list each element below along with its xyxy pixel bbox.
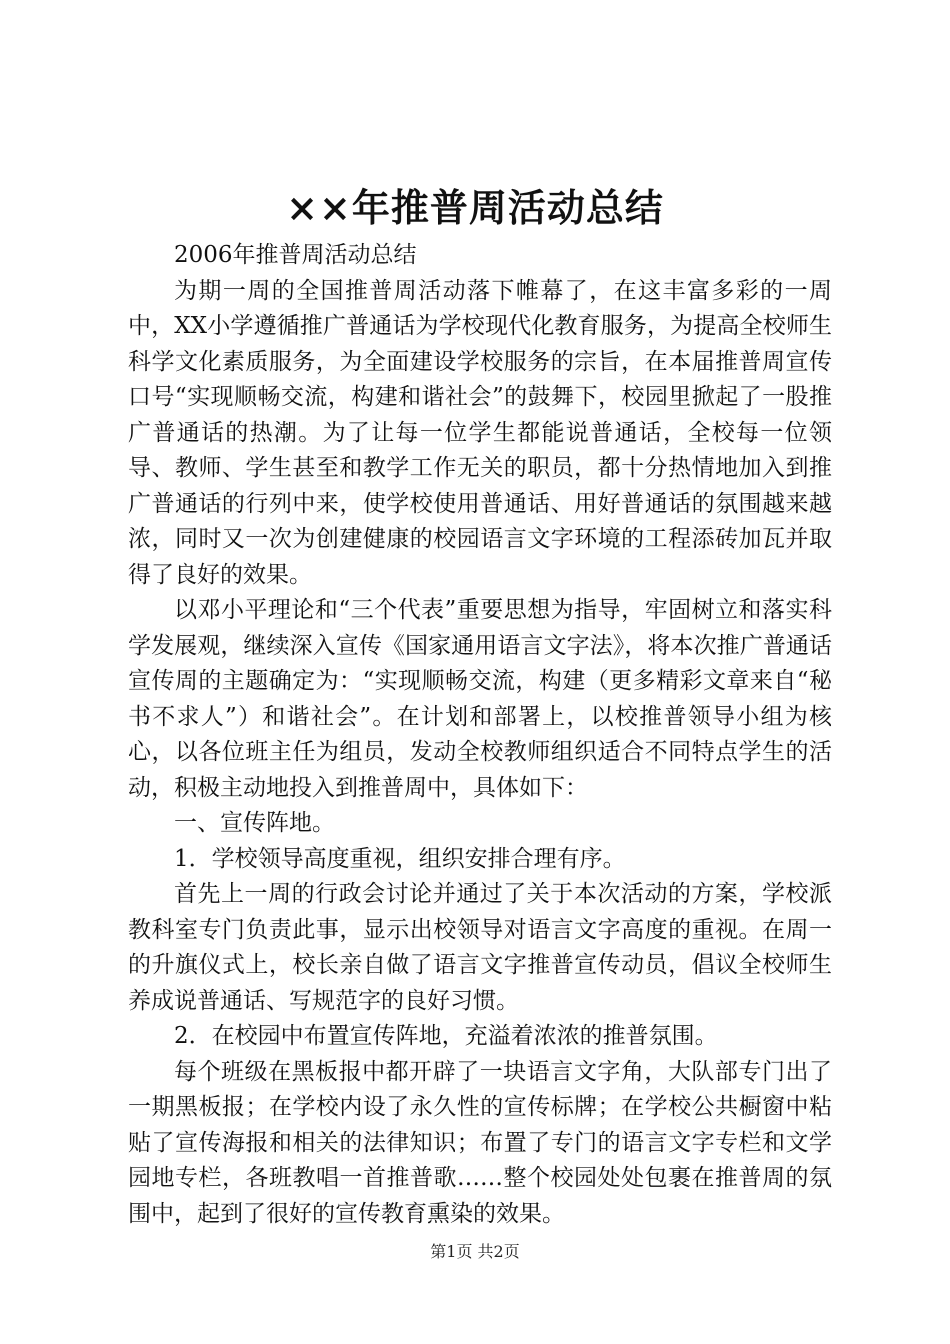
item-heading-1: 1．学校领导高度重视，组织安排合理有序。: [174, 845, 626, 872]
paragraph-subtitle: 2006年推普周活动总结: [174, 242, 417, 268]
paragraph-item-2: 每个班级在黑板报中都开辟了一块语言文字角，大队部专门出了一期黑板报；在学校内设了永久性的宣传标牌；在学校公共橱窗中粘贴了宣传海报和相关的法律知识；布置了专门的语言文字专栏和文学园地专栏，各班教唱一首推普歌……整个校园处处包裹在推普周的氛围中，起到了很好的宣传教育熏染的效果。: [128, 1058, 832, 1227]
paragraph-intro: 为期一周的全国推普周活动落下帷幕了，在这丰富多彩的一周中，XX小学遵循推广普通话为学校现代化教育服务，为提高全校师生科学文化素质服务，为全面建设学校服务的宗旨，在本届推普周宣传口号“实现顺畅交流，构建和谐社会”的鼓舞下，校园里掀起了一股推广普通话的热潮。为了让每一位学生都能说普通话，全校每一位领导、教师、学生甚至和教学工作无关的职员，都十分热情地加入到推广普通话的行列中来，使学校使用普通话、用好普通话的氛围越来越浓，同时又一次为创建健康的校园语言文字环境的工程添砖加瓦并取得了良好的效果。: [128, 277, 832, 588]
page-number-footer: 第1页 共2页: [430, 1242, 520, 1261]
section-heading-publicity: 一、宣传阵地。: [174, 810, 335, 836]
document-title: ××年推普周活动总结: [286, 185, 664, 230]
item-heading-2: 2．在校园中布置宣传阵地，充溢着浓浓的推普氛围。: [174, 1023, 718, 1049]
paragraph-guidance: 以邓小平理论和“三个代表”重要思想为指导，牢固树立和落实科学发展观，继续深入宣传《国家通用语言文字法》，将本次推广普通话宣传周的主题确定为：“实现顺畅交流，构建（更多精彩文章来自“秘书不求人”）和谐社会”。在计划和部署上，以校推普领导小组为核心，以各位班主任为组员，发动全校教师组织适合不同特点学生的活动，积极主动地投入到推普周中，具体如下：: [128, 597, 832, 801]
paragraph-item-1: 首先上一周的行政会讨论并通过了关于本次活动的方案，学校派教科室专门负责此事，显示出校领导对语言文字高度的重视。在周一的升旗仪式上，校长亲自做了语言文字推普宣传动员，倡议全校师生养成说普通话、写规范字的良好习惯。: [128, 881, 832, 1014]
document-body: [128, 238, 832, 1232]
